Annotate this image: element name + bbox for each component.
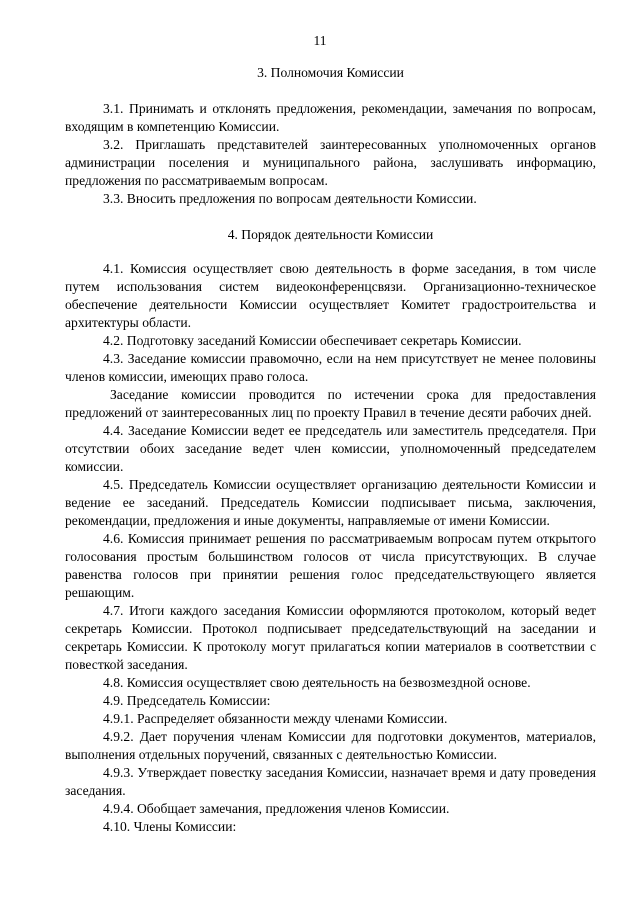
clause-4-10: 4.10. Члены Комиссии: <box>103 819 237 834</box>
clause-4-5: 4.5. Председатель Комиссии осуществляет организацию деятельности Комиссии и ведение ее заседаний. Председатель Комиссии подписывает письма, заключения, рекомендации, предложения и иные документы, направляемые от имени Комиссии. <box>65 477 596 528</box>
clause-4-6: 4.6. Комиссия принимает решения по рассматриваемым вопросам путем открытого голосования простым большинством голосов от числа присутствующих. В случае равенства голосов при принятии решения голос председательствующего является решающим. <box>65 531 596 600</box>
clause-4-9-4: 4.9.4. Обобщает замечания, предложения членов Комиссии. <box>103 801 450 816</box>
section-3-heading: 3. Полномочия Комиссии <box>257 65 404 80</box>
clause-4-9-2: 4.9.2. Дает поручения членам Комиссии для подготовки документов, материалов, выполнения отдельных поручений, связанных с деятельностью Комиссии. <box>65 729 596 762</box>
clause-4-3: 4.3. Заседание комиссии правомочно, если на нем присутствует не менее половины членов комиссии, имеющих право голоса. <box>65 351 596 384</box>
clause-4-3-continuation: Заседание комиссии проводится по истечении срока для предоставления предложений от заинтересованных лиц по проекту Правил в течение десяти рабочих дней. <box>65 387 596 420</box>
clause-4-2: 4.2. Подготовку заседаний Комиссии обеспечивает секретарь Комиссии. <box>103 333 522 348</box>
clause-4-8: 4.8. Комиссия осуществляет свою деятельность на безвозмездной основе. <box>103 675 531 690</box>
clause-4-9-3: 4.9.3. Утверждает повестку заседания Комиссии, назначает время и дату проведения заседания. <box>65 765 596 798</box>
clause-4-7: 4.7. Итоги каждого заседания Комиссии оформляются протоколом, который ведет секретарь Комиссии. Протокол подписывает председательствующий на заседании и секретарь Комиссии. К протоколу могут прилагаться копии материалов в соответствии с повесткой заседания. <box>65 603 596 672</box>
clause-3-2: 3.2. Приглашать представителей заинтересованных уполномоченных органов администрации поселения и муниципального района, заслушивать информацию, предложения по рассматриваемым вопросам. <box>65 137 596 188</box>
clause-3-1: 3.1. Принимать и отклонять предложения, рекомендации, замечания по вопросам, входящим в компетенцию Комиссии. <box>65 101 596 134</box>
clause-4-1: 4.1. Комиссия осуществляет свою деятельность в форме заседания, в том числе путем использования систем видеоконференцсвязи. Организационно-техническое обеспечение деятельности Комиссии осуществляет Комитет градостроительства и архитектуры области. <box>65 261 596 330</box>
section-4-heading: 4. Порядок деятельности Комиссии <box>227 227 434 242</box>
clause-4-9-1: 4.9.1. Распределяет обязанности между членами Комиссии. <box>103 711 448 726</box>
document-body <box>65 62 596 836</box>
page-number: 11 <box>313 33 327 48</box>
clause-4-4: 4.4. Заседание Комиссии ведет ее председатель или заместитель председателя. При отсутствии обоих заседание ведет член комиссии, уполномоченный председателем комиссии. <box>65 423 596 474</box>
clause-4-9: 4.9. Председатель Комиссии: <box>103 693 271 708</box>
clause-3-3: 3.3. Вносить предложения по вопросам деятельности Комиссии. <box>103 191 477 206</box>
